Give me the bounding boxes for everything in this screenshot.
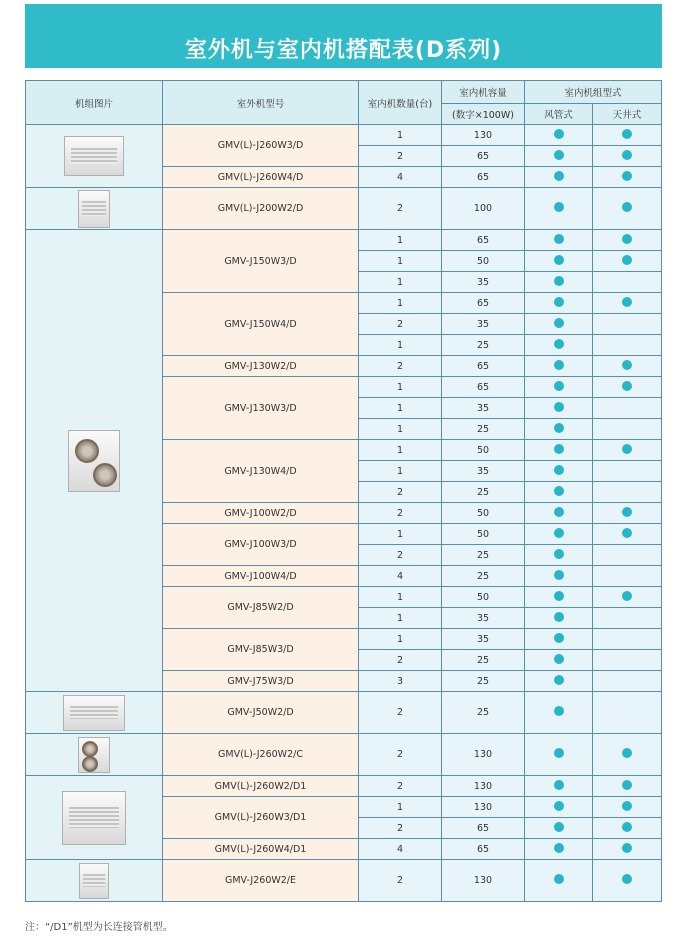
- compatible-dot-icon: [554, 549, 564, 559]
- ceiling-cell: [593, 818, 662, 839]
- capacity-cell: 35: [442, 398, 525, 419]
- ceiling-cell: [593, 545, 662, 566]
- compatible-dot-icon: [554, 528, 564, 538]
- duct-cell: [525, 293, 593, 314]
- compatible-dot-icon: [622, 748, 632, 758]
- table-row: [26, 230, 662, 251]
- model-cell: GMV-J50W2/D: [163, 692, 359, 734]
- count-cell: 1: [359, 629, 442, 650]
- count-cell: 4: [359, 167, 442, 188]
- count-cell: 2: [359, 188, 442, 230]
- duct-cell: [525, 314, 593, 335]
- compatible-dot-icon: [622, 255, 632, 265]
- compatible-dot-icon: [554, 874, 564, 884]
- unit-image-cell: [26, 776, 163, 860]
- compatible-dot-icon: [554, 507, 564, 517]
- count-cell: 3: [359, 671, 442, 692]
- duct-cell: [525, 734, 593, 776]
- compatible-dot-icon: [554, 129, 564, 139]
- compatible-dot-icon: [554, 465, 564, 475]
- ceiling-cell: [593, 335, 662, 356]
- compatible-dot-icon: [554, 706, 564, 716]
- compatible-dot-icon: [554, 801, 564, 811]
- ceiling-cell: [593, 650, 662, 671]
- count-cell: 2: [359, 776, 442, 797]
- fan-icon: [82, 756, 98, 772]
- unit-image-cell: [26, 230, 163, 692]
- count-cell: 4: [359, 566, 442, 587]
- compatible-dot-icon: [622, 528, 632, 538]
- ceiling-cell: [593, 356, 662, 377]
- page-title: 室外机与室内机搭配表(D系列): [184, 38, 503, 63]
- capacity-cell: 65: [442, 293, 525, 314]
- model-cell: GMV(L)-J260W2/D1: [163, 776, 359, 797]
- compatible-dot-icon: [554, 444, 564, 454]
- count-cell: 1: [359, 251, 442, 272]
- capacity-cell: 25: [442, 482, 525, 503]
- count-cell: 1: [359, 377, 442, 398]
- compatible-dot-icon: [622, 801, 632, 811]
- count-cell: 1: [359, 797, 442, 818]
- duct-cell: [525, 461, 593, 482]
- grille-icon: [82, 201, 106, 215]
- compatible-dot-icon: [554, 633, 564, 643]
- duct-cell: [525, 671, 593, 692]
- capacity-cell: 25: [442, 671, 525, 692]
- duct-cell: [525, 167, 593, 188]
- capacity-cell: 65: [442, 818, 525, 839]
- capacity-cell: 50: [442, 503, 525, 524]
- ceiling-cell: [593, 230, 662, 251]
- count-cell: 2: [359, 503, 442, 524]
- count-cell: 2: [359, 692, 442, 734]
- model-cell: GMV(L)-J260W4/D: [163, 167, 359, 188]
- capacity-cell: 25: [442, 335, 525, 356]
- count-cell: 1: [359, 419, 442, 440]
- duct-cell: [525, 440, 593, 461]
- model-cell: GMV-J100W4/D: [163, 566, 359, 587]
- unit-image-cell: [26, 860, 163, 902]
- ceiling-cell: [593, 125, 662, 146]
- ceiling-cell: [593, 587, 662, 608]
- compatible-dot-icon: [554, 255, 564, 265]
- count-cell: 1: [359, 587, 442, 608]
- capacity-cell: 100: [442, 188, 525, 230]
- duct-cell: [525, 566, 593, 587]
- compatible-dot-icon: [554, 486, 564, 496]
- compatible-dot-icon: [554, 360, 564, 370]
- duct-cell: [525, 503, 593, 524]
- model-cell: GMV-J100W2/D: [163, 503, 359, 524]
- duct-cell: [525, 398, 593, 419]
- duct-cell: [525, 608, 593, 629]
- count-cell: 1: [359, 293, 442, 314]
- count-cell: 2: [359, 314, 442, 335]
- ceiling-cell: [593, 314, 662, 335]
- ceiling-cell: [593, 419, 662, 440]
- model-cell: GMV(L)-J200W2/D: [163, 188, 359, 230]
- outdoor-unit-icon: [64, 136, 124, 176]
- count-cell: 2: [359, 482, 442, 503]
- table-row: [26, 188, 662, 230]
- outdoor-unit-icon: [68, 430, 120, 492]
- duct-cell: [525, 524, 593, 545]
- table-row: [26, 776, 662, 797]
- table-row: [26, 692, 662, 734]
- ceiling-cell: [593, 608, 662, 629]
- header-type: 室内机组型式: [525, 81, 662, 104]
- duct-cell: [525, 146, 593, 167]
- capacity-cell: 25: [442, 692, 525, 734]
- count-cell: 1: [359, 272, 442, 293]
- title-banner: [25, 4, 662, 68]
- compatible-dot-icon: [554, 402, 564, 412]
- compatible-dot-icon: [622, 297, 632, 307]
- compatible-dot-icon: [554, 381, 564, 391]
- capacity-cell: 35: [442, 461, 525, 482]
- compatible-dot-icon: [622, 202, 632, 212]
- capacity-cell: 25: [442, 419, 525, 440]
- duct-cell: [525, 482, 593, 503]
- unit-image-cell: [26, 188, 163, 230]
- outdoor-unit-icon: [78, 190, 110, 228]
- duct-cell: [525, 860, 593, 902]
- duct-cell: [525, 692, 593, 734]
- count-cell: 1: [359, 440, 442, 461]
- count-cell: 1: [359, 461, 442, 482]
- compatible-dot-icon: [554, 339, 564, 349]
- compatible-dot-icon: [554, 675, 564, 685]
- ceiling-cell: [593, 167, 662, 188]
- compatible-dot-icon: [554, 150, 564, 160]
- compatible-dot-icon: [554, 234, 564, 244]
- compatible-dot-icon: [622, 171, 632, 181]
- ceiling-cell: [593, 293, 662, 314]
- table-row: [26, 860, 662, 902]
- compatible-dot-icon: [622, 780, 632, 790]
- compatible-dot-icon: [554, 276, 564, 286]
- model-cell: GMV-J130W2/D: [163, 356, 359, 377]
- model-cell: GMV-J150W4/D: [163, 293, 359, 356]
- ceiling-cell: [593, 776, 662, 797]
- duct-cell: [525, 776, 593, 797]
- count-cell: 1: [359, 125, 442, 146]
- fan-icon: [75, 439, 99, 463]
- compatible-dot-icon: [554, 822, 564, 832]
- compatible-dot-icon: [622, 381, 632, 391]
- table-row: [26, 734, 662, 776]
- outdoor-unit-icon: [62, 791, 126, 845]
- capacity-cell: 65: [442, 377, 525, 398]
- capacity-cell: 50: [442, 251, 525, 272]
- ceiling-cell: [593, 734, 662, 776]
- compatible-dot-icon: [622, 444, 632, 454]
- duct-cell: [525, 377, 593, 398]
- model-cell: GMV-J85W2/D: [163, 587, 359, 629]
- ceiling-cell: [593, 860, 662, 902]
- compatible-dot-icon: [622, 591, 632, 601]
- duct-cell: [525, 230, 593, 251]
- count-cell: 1: [359, 524, 442, 545]
- count-cell: 2: [359, 818, 442, 839]
- ceiling-cell: [593, 503, 662, 524]
- capacity-cell: 65: [442, 230, 525, 251]
- fan-icon: [93, 463, 117, 487]
- count-cell: 2: [359, 734, 442, 776]
- outdoor-unit-icon: [63, 695, 125, 731]
- duct-cell: [525, 125, 593, 146]
- ceiling-cell: [593, 797, 662, 818]
- compatible-dot-icon: [554, 423, 564, 433]
- compatible-dot-icon: [554, 654, 564, 664]
- duct-cell: [525, 797, 593, 818]
- capacity-cell: 65: [442, 167, 525, 188]
- duct-cell: [525, 272, 593, 293]
- capacity-cell: 25: [442, 566, 525, 587]
- model-cell: GMV-J75W3/D: [163, 671, 359, 692]
- model-cell: GMV-J100W3/D: [163, 524, 359, 566]
- ceiling-cell: [593, 524, 662, 545]
- duct-cell: [525, 545, 593, 566]
- capacity-cell: 65: [442, 839, 525, 860]
- capacity-cell: 130: [442, 734, 525, 776]
- ceiling-cell: [593, 251, 662, 272]
- compatible-dot-icon: [554, 843, 564, 853]
- count-cell: 2: [359, 356, 442, 377]
- model-cell: GMV-J130W3/D: [163, 377, 359, 440]
- grille-icon: [71, 148, 117, 163]
- capacity-cell: 25: [442, 650, 525, 671]
- duct-cell: [525, 839, 593, 860]
- ceiling-cell: [593, 482, 662, 503]
- header-count: 室内机数量(台): [359, 81, 442, 125]
- unit-image-cell: [26, 125, 163, 188]
- capacity-cell: 50: [442, 524, 525, 545]
- outdoor-unit-icon: [78, 737, 110, 773]
- duct-cell: [525, 650, 593, 671]
- compatible-dot-icon: [554, 748, 564, 758]
- count-cell: 2: [359, 650, 442, 671]
- grille-icon: [69, 807, 119, 828]
- capacity-cell: 35: [442, 314, 525, 335]
- compatible-dot-icon: [554, 318, 564, 328]
- duct-cell: [525, 629, 593, 650]
- outdoor-unit-icon: [79, 863, 109, 899]
- count-cell: 2: [359, 545, 442, 566]
- compatible-dot-icon: [622, 874, 632, 884]
- model-cell: GMV(L)-J260W3/D: [163, 125, 359, 167]
- compatible-dot-icon: [622, 234, 632, 244]
- ceiling-cell: [593, 440, 662, 461]
- compatible-dot-icon: [554, 171, 564, 181]
- unit-image-cell: [26, 692, 163, 734]
- compatible-dot-icon: [622, 150, 632, 160]
- duct-cell: [525, 335, 593, 356]
- header-ceiling: 天井式: [593, 104, 662, 125]
- model-cell: GMV(L)-J260W4/D1: [163, 839, 359, 860]
- ceiling-cell: [593, 146, 662, 167]
- count-cell: 2: [359, 146, 442, 167]
- header-capacity-unit: (数字×100W): [442, 104, 525, 125]
- compatible-dot-icon: [554, 612, 564, 622]
- ceiling-cell: [593, 377, 662, 398]
- ceiling-cell: [593, 566, 662, 587]
- header-model: 室外机型号: [163, 81, 359, 125]
- duct-cell: [525, 251, 593, 272]
- capacity-cell: 50: [442, 587, 525, 608]
- count-cell: 1: [359, 335, 442, 356]
- compatible-dot-icon: [554, 202, 564, 212]
- compatible-dot-icon: [622, 843, 632, 853]
- capacity-cell: 65: [442, 356, 525, 377]
- model-cell: GMV-J260W2/E: [163, 860, 359, 902]
- header-duct: 风管式: [525, 104, 593, 125]
- capacity-cell: 35: [442, 272, 525, 293]
- unit-image-cell: [26, 734, 163, 776]
- count-cell: 1: [359, 230, 442, 251]
- header-capacity: 室内机容量: [442, 81, 525, 104]
- count-cell: 1: [359, 608, 442, 629]
- ceiling-cell: [593, 671, 662, 692]
- capacity-cell: 35: [442, 608, 525, 629]
- ceiling-cell: [593, 188, 662, 230]
- capacity-cell: 130: [442, 860, 525, 902]
- compatible-dot-icon: [622, 360, 632, 370]
- footnote: 注：“/D1”机型为长连接管机型。: [25, 922, 173, 933]
- grille-icon: [70, 706, 118, 720]
- count-cell: 4: [359, 839, 442, 860]
- duct-cell: [525, 587, 593, 608]
- capacity-cell: 65: [442, 146, 525, 167]
- compatible-dot-icon: [622, 822, 632, 832]
- compatible-dot-icon: [554, 591, 564, 601]
- capacity-cell: 130: [442, 797, 525, 818]
- count-cell: 1: [359, 398, 442, 419]
- compatible-dot-icon: [554, 780, 564, 790]
- compatible-dot-icon: [554, 297, 564, 307]
- compatible-dot-icon: [622, 507, 632, 517]
- capacity-cell: 130: [442, 776, 525, 797]
- model-cell: GMV-J150W3/D: [163, 230, 359, 293]
- capacity-cell: 25: [442, 545, 525, 566]
- capacity-cell: 50: [442, 440, 525, 461]
- model-cell: GMV-J85W3/D: [163, 629, 359, 671]
- duct-cell: [525, 818, 593, 839]
- model-cell: GMV(L)-J260W3/D1: [163, 797, 359, 839]
- compatible-dot-icon: [622, 129, 632, 139]
- ceiling-cell: [593, 692, 662, 734]
- ceiling-cell: [593, 839, 662, 860]
- duct-cell: [525, 188, 593, 230]
- fan-icon: [82, 741, 98, 757]
- capacity-cell: 35: [442, 629, 525, 650]
- count-cell: 2: [359, 860, 442, 902]
- table-row: [26, 125, 662, 146]
- matching-table: [25, 80, 662, 902]
- model-cell: GMV-J130W4/D: [163, 440, 359, 503]
- ceiling-cell: [593, 398, 662, 419]
- duct-cell: [525, 356, 593, 377]
- model-cell: GMV(L)-J260W2/C: [163, 734, 359, 776]
- ceiling-cell: [593, 272, 662, 293]
- compatible-dot-icon: [554, 570, 564, 580]
- grille-icon: [83, 874, 105, 888]
- duct-cell: [525, 419, 593, 440]
- ceiling-cell: [593, 461, 662, 482]
- header-image: 机组图片: [26, 81, 163, 125]
- capacity-cell: 130: [442, 125, 525, 146]
- ceiling-cell: [593, 629, 662, 650]
